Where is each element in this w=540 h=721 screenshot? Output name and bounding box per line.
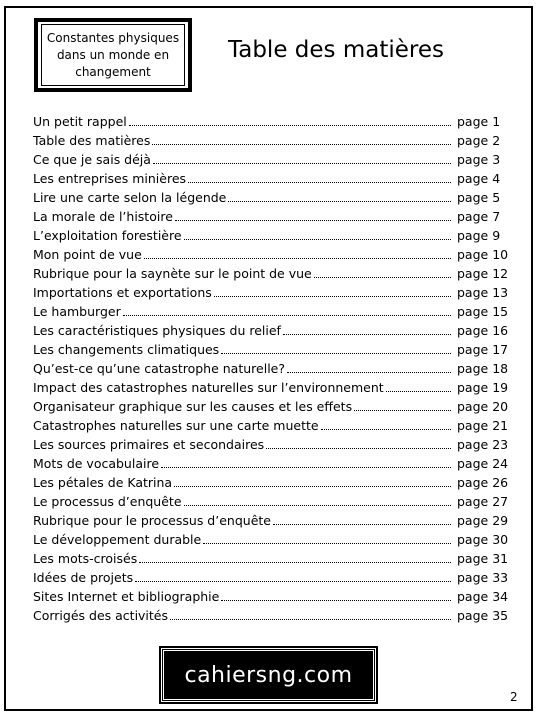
toc-entry-label: Les changements climatiques — [33, 342, 220, 357]
toc-entry-label: Les pétales de Katrina — [33, 475, 173, 490]
toc-entry-page: page 10 — [457, 247, 509, 262]
toc-entry-label: Sites Internet et bibliographie — [33, 589, 220, 604]
series-title — [41, 24, 185, 86]
toc-dot-leader — [144, 258, 451, 259]
toc-entry-label: Rubrique pour la saynète sur le point de vue — [33, 266, 312, 281]
toc-entry-page: page 9 — [457, 228, 501, 243]
toc-entry-label: Impact des catastrophes naturelles sur l’environnement — [33, 380, 384, 395]
toc-entry-page: page 7 — [457, 209, 501, 224]
toc-dot-leader — [228, 201, 451, 202]
toc-entry-label: Importations et exportations — [33, 285, 212, 300]
toc-entry-page: page 26 — [457, 475, 509, 490]
toc-entry[interactable] — [33, 131, 509, 150]
toc-entry-label: Catastrophes naturelles sur une carte muette — [33, 418, 319, 433]
series-title-line: changement — [75, 64, 151, 79]
toc-entry-page: page 18 — [457, 361, 509, 376]
toc-entry[interactable] — [33, 568, 509, 587]
toc-entry-label: Un petit rappel — [33, 114, 127, 129]
toc-entry-page: page 24 — [457, 456, 509, 471]
toc-entry-page: page 1 — [457, 114, 501, 129]
toc-entry[interactable] — [33, 321, 509, 340]
toc-entry-page: page 21 — [457, 418, 509, 433]
page-title: Table des matières — [228, 37, 444, 63]
toc-entry[interactable] — [33, 169, 509, 188]
series-title-line: dans un monde en — [56, 47, 170, 62]
toc-dot-leader — [287, 372, 451, 373]
toc-dot-leader — [184, 239, 451, 240]
toc-entry-page: page 19 — [457, 380, 509, 395]
toc-entry[interactable] — [33, 549, 509, 568]
toc-entry[interactable] — [33, 587, 509, 606]
table-of-contents — [33, 112, 509, 625]
toc-entry-label: Mon point de vue — [33, 247, 142, 262]
toc-entry[interactable] — [33, 245, 509, 264]
toc-entry[interactable] — [33, 359, 509, 378]
toc-entry-page: page 5 — [457, 190, 501, 205]
toc-dot-leader — [175, 220, 451, 221]
toc-entry-page: page 34 — [457, 589, 509, 604]
toc-entry-page: page 27 — [457, 494, 509, 509]
toc-entry[interactable] — [33, 207, 509, 226]
toc-entry-page: page 35 — [457, 608, 509, 623]
toc-entry-label: La morale de l’histoire — [33, 209, 173, 224]
toc-entry-label: Le hamburger — [33, 304, 121, 319]
toc-dot-leader — [386, 391, 451, 392]
toc-entry[interactable] — [33, 492, 509, 511]
toc-dot-leader — [139, 562, 451, 563]
toc-entry-label: Les entreprises minières — [33, 171, 187, 186]
toc-entry-label: Idées de projets — [33, 570, 134, 585]
toc-entry-page: page 31 — [457, 551, 509, 566]
toc-dot-leader — [221, 353, 451, 354]
toc-entry[interactable] — [33, 302, 509, 321]
toc-entry[interactable] — [33, 511, 509, 530]
toc-entry-label: Le processus d’enquête — [33, 494, 182, 509]
toc-entry[interactable] — [33, 226, 509, 245]
toc-entry-page: page 4 — [457, 171, 501, 186]
toc-entry-page: page 3 — [457, 152, 501, 167]
toc-entry-page: page 15 — [457, 304, 509, 319]
toc-entry-label: Rubrique pour le processus d’enquête — [33, 513, 271, 528]
toc-entry[interactable] — [33, 378, 509, 397]
toc-dot-leader — [152, 144, 451, 145]
toc-entry-label: Mots de vocabulaire — [33, 456, 160, 471]
toc-dot-leader — [188, 182, 451, 183]
toc-dot-leader — [129, 125, 451, 126]
toc-entry-label: Qu’est-ce qu’une catastrophe naturelle? — [33, 361, 285, 376]
toc-dot-leader — [283, 334, 451, 335]
toc-dot-leader — [266, 448, 451, 449]
series-title-box — [34, 18, 192, 92]
toc-dot-leader — [314, 277, 451, 278]
toc-entry-label: Ce que je sais déjà — [33, 152, 151, 167]
toc-entry[interactable] — [33, 283, 509, 302]
toc-dot-leader — [135, 581, 451, 582]
toc-entry[interactable] — [33, 473, 509, 492]
toc-dot-leader — [170, 619, 451, 620]
toc-dot-leader — [123, 315, 451, 316]
page-number: 2 — [510, 690, 518, 704]
toc-dot-leader — [221, 600, 451, 601]
toc-entry-page: page 2 — [457, 133, 501, 148]
toc-entry-label: Corrigés des activités — [33, 608, 169, 623]
toc-entry[interactable] — [33, 606, 509, 625]
toc-entry[interactable] — [33, 454, 509, 473]
toc-entry-label: Lire une carte selon la légende — [33, 190, 227, 205]
toc-entry-page: page 13 — [457, 285, 509, 300]
toc-dot-leader — [174, 486, 451, 487]
toc-entry[interactable] — [33, 150, 509, 169]
toc-entry-label: Les sources primaires et secondaires — [33, 437, 265, 452]
toc-entry[interactable] — [33, 416, 509, 435]
toc-dot-leader — [161, 467, 451, 468]
toc-entry-label: L’exploitation forestière — [33, 228, 182, 243]
toc-entry-page: page 16 — [457, 323, 509, 338]
toc-entry[interactable] — [33, 340, 509, 359]
toc-entry-page: page 12 — [457, 266, 509, 281]
toc-entry[interactable] — [33, 264, 509, 283]
toc-dot-leader — [354, 410, 451, 411]
toc-entry-page: page 30 — [457, 532, 509, 547]
toc-entry-label: Les caractéristiques physiques du relief — [33, 323, 281, 338]
toc-entry-label: Table des matières — [33, 133, 151, 148]
toc-entry[interactable] — [33, 397, 509, 416]
toc-entry[interactable] — [33, 530, 509, 549]
series-title-line: Constantes physiques — [46, 30, 180, 45]
toc-entry-label: Le développement durable — [33, 532, 202, 547]
toc-dot-leader — [214, 296, 451, 297]
toc-dot-leader — [203, 543, 451, 544]
toc-entry[interactable] — [33, 188, 509, 207]
toc-entry-page: page 29 — [457, 513, 509, 528]
toc-entry[interactable] — [33, 435, 509, 454]
toc-dot-leader — [184, 505, 451, 506]
toc-entry-label: Organisateur graphique sur les causes et les effets — [33, 399, 353, 414]
toc-entry-page: page 33 — [457, 570, 509, 585]
toc-dot-leader — [321, 429, 451, 430]
toc-entry[interactable] — [33, 112, 509, 131]
toc-dot-leader — [153, 163, 451, 164]
toc-entry-page: page 20 — [457, 399, 509, 414]
toc-entry-page: page 23 — [457, 437, 509, 452]
brand-logo: cahiersng.com — [161, 648, 376, 702]
toc-dot-leader — [273, 524, 451, 525]
toc-entry-label: Les mots-croisés — [33, 551, 138, 566]
toc-entry-page: page 17 — [457, 342, 509, 357]
